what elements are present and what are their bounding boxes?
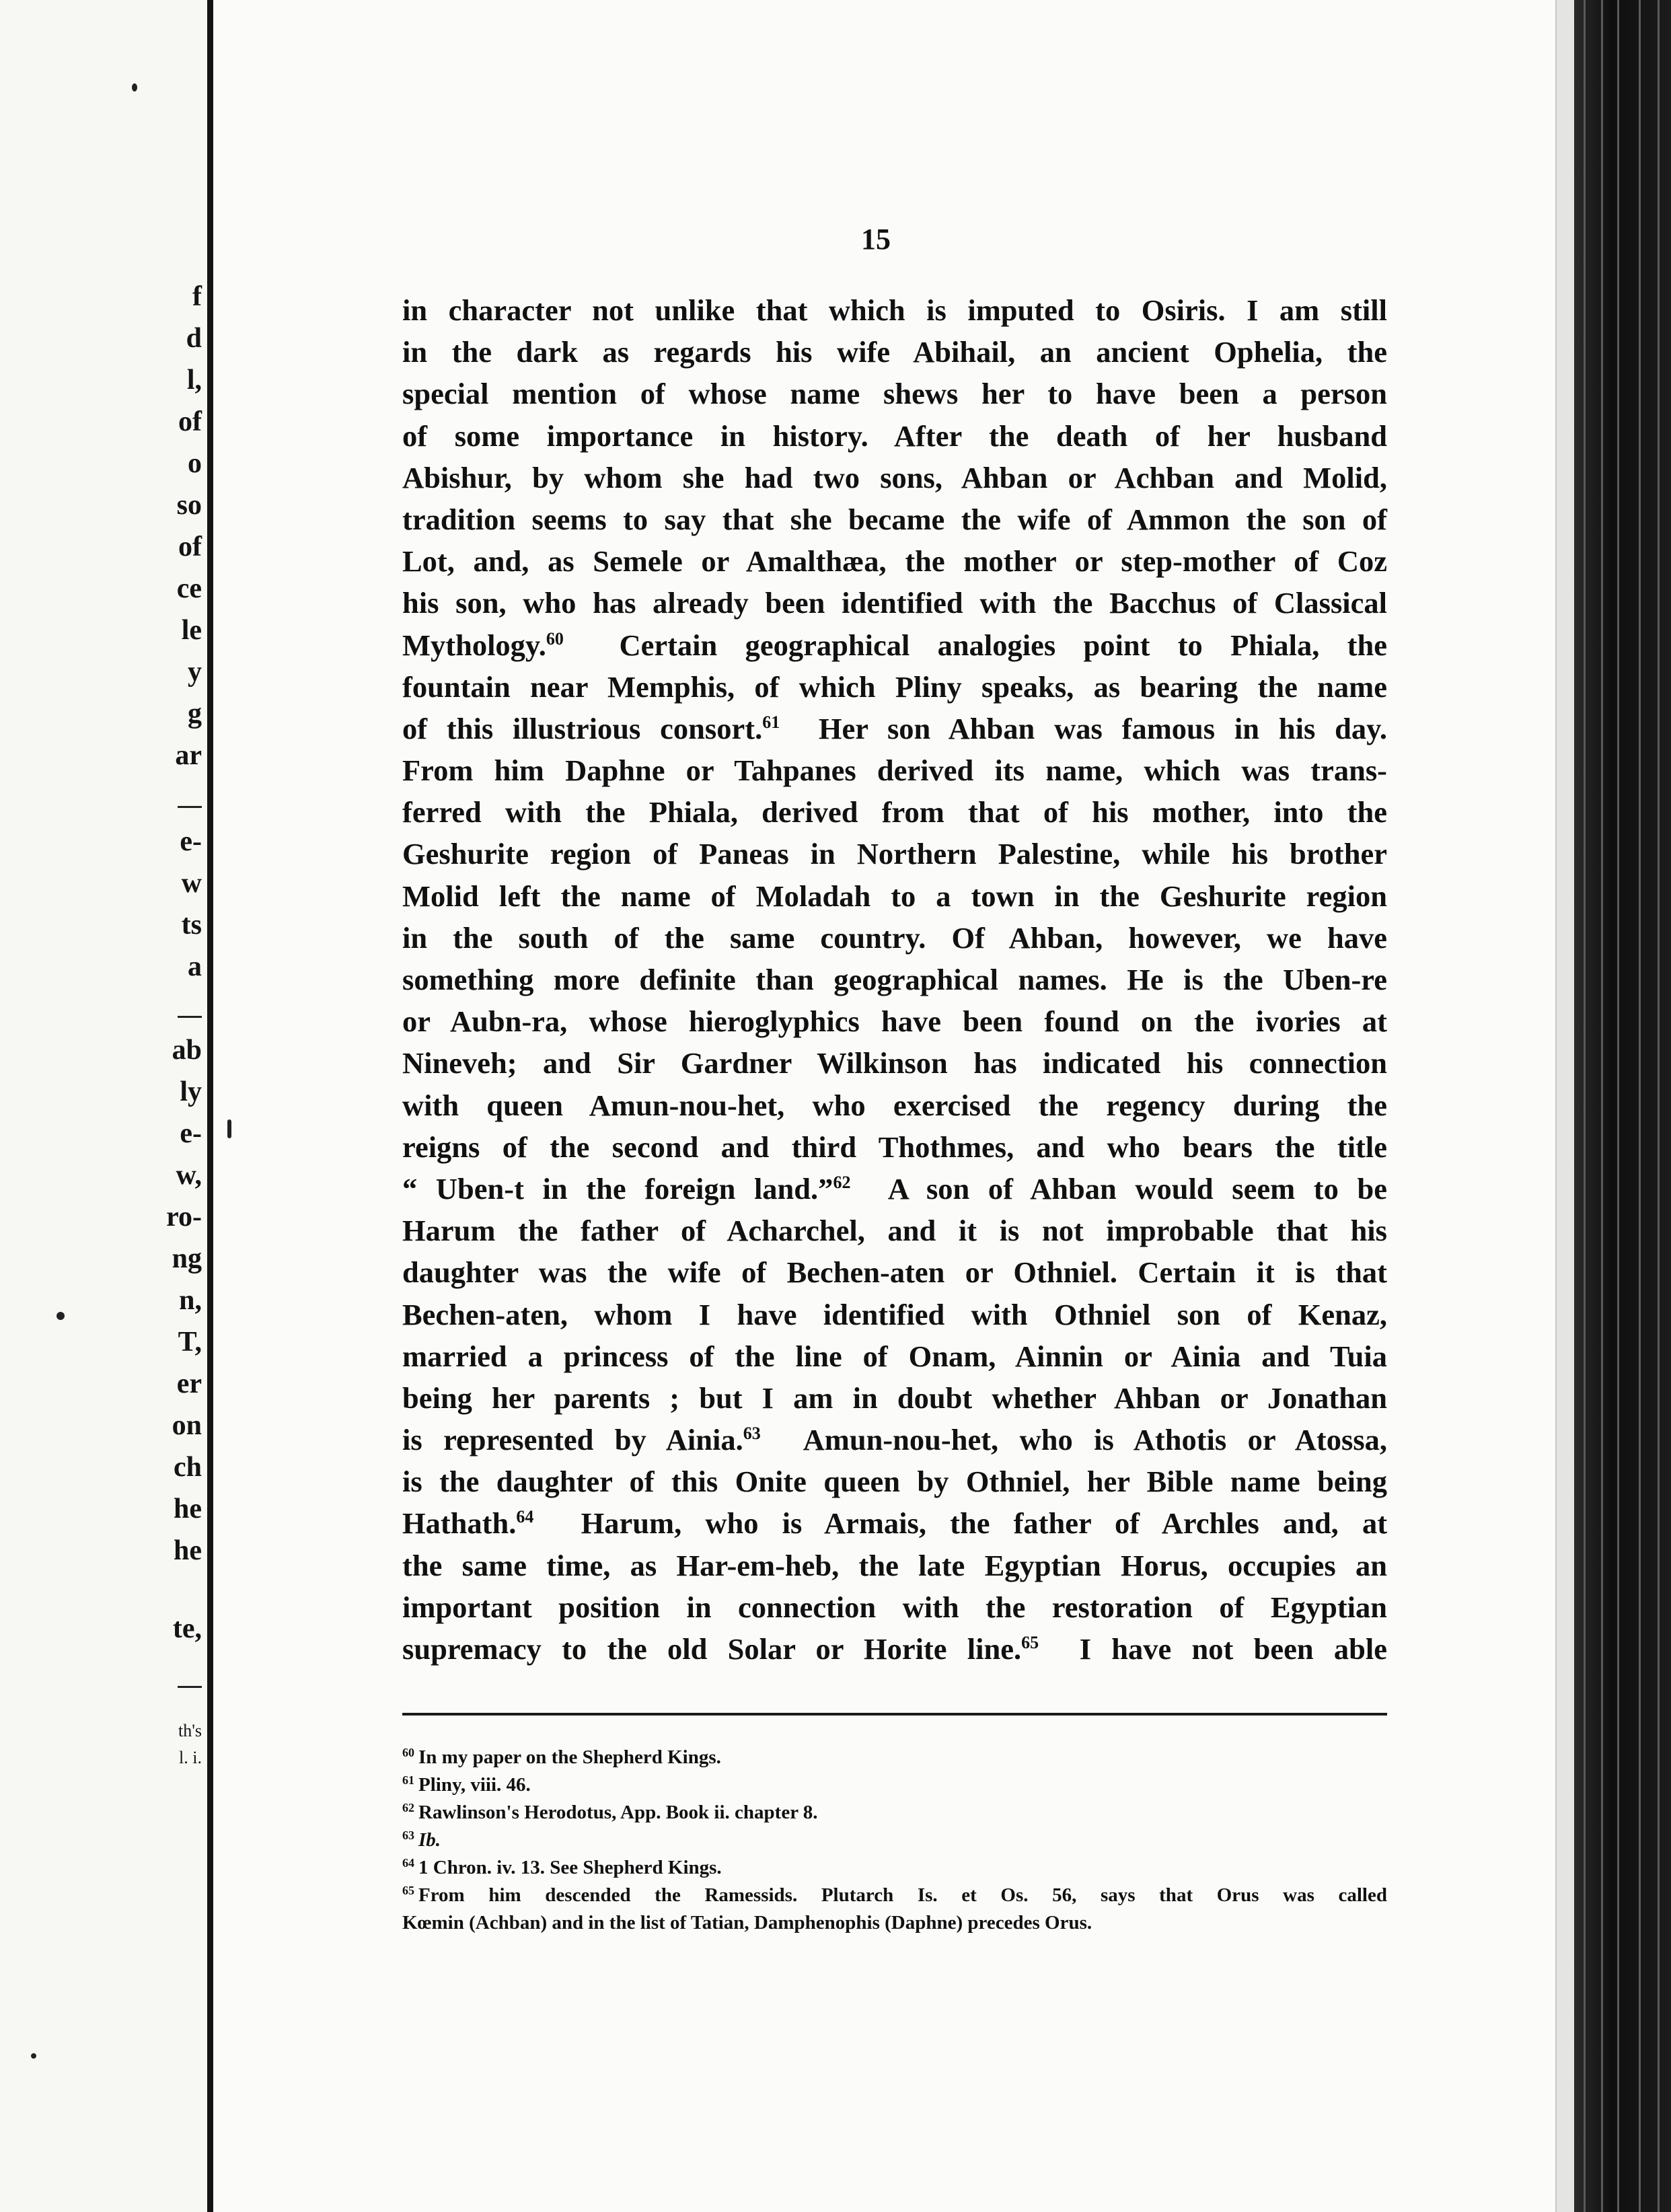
fragment: he: [174, 1535, 202, 1566]
fragment: ch: [174, 1452, 202, 1483]
fragment: d: [186, 323, 202, 354]
fragment: g: [188, 698, 202, 729]
left-facing-page: [0, 0, 210, 2212]
footnote-text: Rawlinson's Herodotus, App. Book ii. chapter 8.: [418, 1802, 818, 1823]
page-gutter: [207, 0, 213, 2212]
footnote-number: 64: [402, 1856, 414, 1870]
fragment: le: [181, 615, 202, 646]
page-edge: [1555, 0, 1575, 2212]
footnotes: [402, 1744, 1387, 1937]
note-ref: 64: [516, 1507, 534, 1527]
fragment: of: [178, 531, 202, 562]
note-ref: 62: [833, 1172, 851, 1192]
text-line: fountain near Memphis, of which Pliny speaks, as bearing the name: [402, 669, 1387, 704]
fragment: a: [188, 951, 202, 982]
text-line: tradition seems to say that she became the wife of Ammon the son of: [402, 502, 1387, 536]
fragment: ng: [172, 1243, 202, 1274]
fragment: ly: [180, 1076, 202, 1107]
footnote-text: Pliny, viii. 46.: [418, 1774, 531, 1796]
binding-stripe: [1617, 0, 1619, 2212]
fragment: n,: [179, 1285, 202, 1316]
text-line: Geshurite region of Paneas in Northern Palestine, while his brother: [402, 837, 1387, 871]
fragment: T,: [178, 1327, 202, 1358]
fragment: y: [188, 657, 202, 688]
fragment: f: [192, 281, 202, 312]
fragment: ts: [181, 910, 202, 941]
footnote-number: 60: [402, 1746, 414, 1759]
fragment: ar: [175, 740, 202, 771]
fragment: l,: [186, 365, 202, 396]
binding-stripe: [1601, 0, 1603, 2212]
text-segment: Hathath.: [402, 1506, 517, 1541]
footnote: [402, 1744, 1387, 1771]
speck: [31, 2053, 36, 2059]
text-line: of some importance in history. After the death of her husband: [402, 418, 1387, 453]
speck: [132, 83, 137, 91]
text-line: in character not unlike that which is imputed to Osiris. I am still: [402, 293, 1387, 327]
binding-stripe: [1584, 0, 1586, 2212]
text-line: important position in connection with the restoration of Egyptian: [402, 1590, 1387, 1624]
text-segment: of this illustrious consort.: [402, 711, 763, 745]
note-ref: 61: [762, 712, 780, 732]
text-line: Molid left the name of Moladah to a town in the Geshurite region: [402, 879, 1387, 913]
note-ref: 60: [546, 628, 564, 649]
text-line: Lot, and, as Semele or Amalthæa, the mother or step-mother of Coz: [402, 544, 1387, 579]
text-line: [402, 624, 1387, 666]
footnote-number: 65: [402, 1884, 414, 1897]
text-segment: Amun-nou-het, who is Athotis or Atossa,: [803, 1423, 1388, 1457]
footnote-continuation: Kœmin (Achban) and in the list of Tatian, Damphenophis (Daphne) precedes Orus.: [402, 1912, 1092, 1933]
fragment: w,: [176, 1160, 202, 1191]
fragment: e-: [180, 1118, 202, 1149]
binding-stripe: [1639, 0, 1641, 2212]
text-line: in the dark as regards his wife Abihail, an ancient Ophelia, the: [402, 335, 1387, 369]
footnote: [402, 1854, 1387, 1882]
text-segment: Harum, who is Armais, the father of Archles and, at: [581, 1506, 1388, 1541]
body-text: [402, 289, 1387, 1670]
text-line: is the daughter of this Onite queen by Othniel, her Bible name being: [402, 1465, 1387, 1499]
text-line: the same time, as Har-em-heb, the late Egyptian Horus, occupies an: [402, 1548, 1387, 1582]
fragment: w: [181, 868, 202, 899]
text-line: Bechen-aten, whom I have identified with Othniel son of Kenaz,: [402, 1297, 1387, 1331]
fragment: he: [174, 1494, 202, 1524]
fragment-dash: [178, 806, 202, 808]
text-segment: Her son Ahban was famous in his day.: [818, 711, 1387, 745]
text-segment: A son of Ahban would seem to be: [887, 1171, 1387, 1206]
text-line: Nineveh; and Sir Gardner Wilkinson has indicated his connection: [402, 1046, 1387, 1080]
fragment: ab: [172, 1035, 202, 1066]
book-binding: [1574, 0, 1671, 2212]
text-line: ferred with the Phiala, derived from that of his mother, into the: [402, 795, 1387, 830]
fragment-dash: [178, 1686, 202, 1688]
footnote-rule: [402, 1713, 1387, 1716]
fragment: so: [176, 490, 202, 521]
speck: [57, 1312, 65, 1320]
fragment: o: [188, 448, 202, 479]
footnote-text: Ib.: [418, 1829, 441, 1851]
text-line: daughter was the wife of Bechen-aten or Othniel. Certain it is that: [402, 1255, 1387, 1290]
footnote-text: 1 Chron. iv. 13. See Shepherd Kings.: [418, 1857, 722, 1878]
text-segment: is represented by Ainia.: [402, 1423, 743, 1457]
footnote-number: 62: [402, 1801, 414, 1814]
text-segment: supremacy to the old Solar or Horite line.: [402, 1632, 1022, 1666]
text-line: [402, 1628, 1387, 1670]
text-line: with queen Amun-nou-het, who exercised the regency during the: [402, 1088, 1387, 1122]
text-line: [402, 1502, 1387, 1544]
text-segment: Certain geographical analogies point to Phiala, the: [619, 628, 1387, 662]
text-line: [402, 1168, 1387, 1210]
text-line: something more definite than geographical names. He is the Uben-re: [402, 963, 1387, 996]
text-line: his son, who has already been identified with the Bacchus of Classical: [402, 586, 1387, 620]
text-segment: Mythology.: [402, 628, 546, 662]
footnote: [402, 1882, 1387, 1909]
text-segment: “ Uben-t in the foreign land.”: [402, 1171, 833, 1206]
note-ref: 65: [1021, 1633, 1039, 1652]
footnote-text: From him descended the Ramessids. Plutarch Is. et Os. 56, says that Orus was called: [418, 1884, 1387, 1906]
footnote: [402, 1771, 1387, 1799]
text-line: reigns of the second and third Thothmes, and who bears the title: [402, 1130, 1387, 1164]
fragment: er: [176, 1368, 202, 1399]
fragment: te,: [172, 1613, 202, 1644]
footnote-number: 63: [402, 1829, 414, 1842]
fragment: th's: [178, 1721, 202, 1740]
fragment: l. i.: [179, 1748, 202, 1767]
text-line: in the south of the same country. Of Ahban, however, we have: [402, 920, 1387, 955]
footnote: [402, 1799, 1387, 1827]
text-line: special mention of whose name shews her to have been a person: [402, 377, 1387, 411]
fragment-dash: [178, 1016, 202, 1018]
footnote-text: In my paper on the Shepherd Kings.: [418, 1746, 721, 1768]
footnote-number: 61: [402, 1773, 414, 1787]
fragment: on: [172, 1410, 202, 1441]
text-line: [402, 1419, 1387, 1461]
page-number: 15: [861, 223, 891, 256]
fragment: ce: [176, 573, 202, 604]
text-line: [402, 708, 1387, 749]
text-line: Harum the father of Acharchel, and it is not improbable that his: [402, 1214, 1387, 1248]
fragment: of: [178, 406, 202, 437]
note-ref: 63: [743, 1424, 761, 1444]
speck: [227, 1119, 231, 1138]
text-line: From him Daphne or Tahpanes derived its name, which was trans-: [402, 753, 1387, 788]
fragment: ro-: [166, 1202, 202, 1232]
fragment: e-: [180, 826, 202, 857]
text-line: Abishur, by whom she had two sons, Ahban or Achban and Molid,: [402, 460, 1387, 494]
text-line: married a princess of the line of Onam, Ainnin or Ainia and Tuia: [402, 1339, 1387, 1373]
binding-stripe: [1658, 0, 1660, 2212]
text-segment: I have not been able: [1079, 1632, 1388, 1666]
text-line: or Aubn-ra, whose hieroglyphics have been found on the ivories at: [402, 1004, 1387, 1039]
text-line: being her parents ; but I am in doubt whether Ahban or Jonathan: [402, 1380, 1387, 1415]
footnote: [402, 1827, 1387, 1854]
